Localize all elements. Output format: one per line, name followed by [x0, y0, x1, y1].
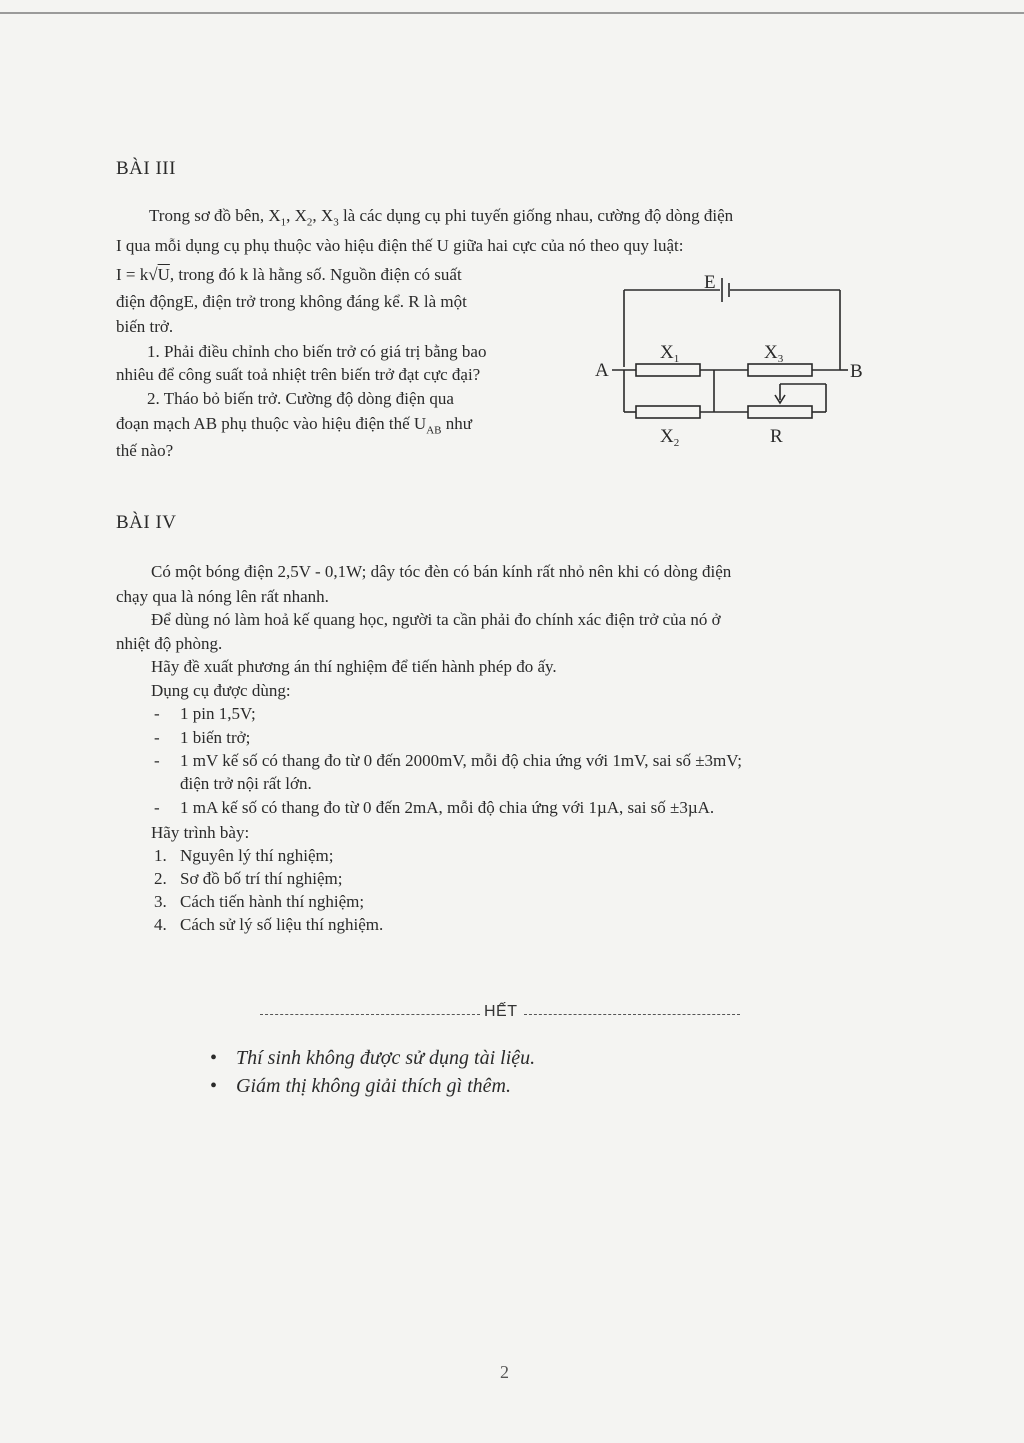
bai3-line-1: điện độngE, điện trở trong không đáng kể. R là một: [116, 292, 467, 311]
label-E: E: [704, 272, 716, 293]
bai3-intro-line-2: I qua mỗi dụng cụ phụ thuộc vào hiệu điện thế U giữa hai cực của nó theo quy luật:: [116, 236, 684, 255]
label-A: A: [595, 360, 609, 381]
top-rule: [0, 12, 1024, 14]
label-X3: $X_3$: [764, 342, 784, 365]
tool-item: - 1 biến trở;: [154, 728, 251, 747]
tool-item-continuation: điện trở nội rất lớn.: [180, 774, 312, 793]
end-divider-right: [524, 1014, 740, 1015]
bai3-line-2: biến trở.: [116, 317, 174, 336]
bai4-p1-line-1: Có một bóng điện 2,5V - 0,1W; dây tóc đèn có bán kính rất nhỏ nên khi có dòng điện: [151, 562, 732, 581]
note-item: • Thí sinh không được sử dụng tài liệu.: [210, 1047, 536, 1069]
circuit-diagram: [590, 262, 870, 452]
rheostat-r: [748, 406, 812, 418]
element-x2: [636, 406, 700, 418]
tools-title: Dụng cụ được dùng:: [151, 681, 291, 700]
label-X2: $X_2$: [660, 426, 680, 449]
element-x1: [636, 364, 700, 376]
present-item: 2. Sơ đồ bố trí thí nghiệm;: [154, 869, 343, 888]
present-title: Hãy trình bày:: [151, 823, 250, 842]
bai4-p2-line-2: nhiệt độ phòng.: [116, 634, 223, 653]
bai3-q2-line-1: 2. Tháo bỏ biến trở. Cường độ dòng điện qua: [147, 389, 454, 408]
tool-item: - 1 mV kế số có thang đo từ 0 đến 2000mV, mỗi độ chia ứng với 1mV, sai số ±3mV;: [154, 751, 742, 770]
label-X1: $X_1$: [660, 342, 680, 365]
element-x3: [748, 364, 812, 376]
label-R: R: [770, 426, 783, 447]
bai4-heading: BÀI IV: [116, 512, 177, 533]
note-item: • Giám thị không giải thích gì thêm.: [210, 1075, 511, 1097]
tool-item: - 1 pin 1,5V;: [154, 704, 256, 723]
bai4-p1-line-2: chạy qua là nóng lên rất nhanh.: [116, 587, 329, 606]
bai3-q2-line-3: thế nào?: [116, 441, 174, 460]
present-item: 1. Nguyên lý thí nghiệm;: [154, 846, 334, 865]
end-divider-left: [260, 1014, 480, 1015]
bai3-intro-line-1: Trong sơ đồ bên, $X_1$, $X_2$, $X_3$ là các dụng cụ phi tuyến giống nhau, cường độ dòng điện: [149, 206, 734, 229]
tool-item: - 1 mA kế số có thang đo từ 0 đến 2mA, mỗi độ chia ứng với 1µA, sai số ±3µA.: [154, 798, 715, 817]
bai3-q2-line-2: đoạn mạch AB phụ thuộc vào hiệu điện thế $U_{AB}$ như: [116, 414, 472, 437]
present-item: 4. Cách sử lý số liệu thí nghiệm.: [154, 915, 384, 934]
present-item: 3. Cách tiến hành thí nghiệm;: [154, 892, 365, 911]
label-B: B: [850, 361, 863, 382]
end-label: HẾT: [484, 1003, 518, 1020]
bai3-q1-line-2: nhiêu để công suất toả nhiệt trên biến trở đạt cực đại?: [116, 365, 481, 384]
bai4-p3: Hãy đề xuất phương án thí nghiệm để tiến hành phép đo ấy.: [151, 657, 557, 676]
bai3-formula-line: I = k√U, trong đó k là hằng số. Nguồn điện có suất: [116, 265, 462, 284]
bai3-q1-line-1: 1. Phải điều chỉnh cho biến trở có giá trị bằng bao: [147, 342, 487, 361]
page-number: 2: [500, 1362, 509, 1382]
bai3-heading: BÀI III: [116, 158, 176, 179]
bai4-p2-line-1: Để dùng nó làm hoả kế quang học, người ta cần phải đo chính xác điện trở của nó ở: [151, 610, 721, 629]
